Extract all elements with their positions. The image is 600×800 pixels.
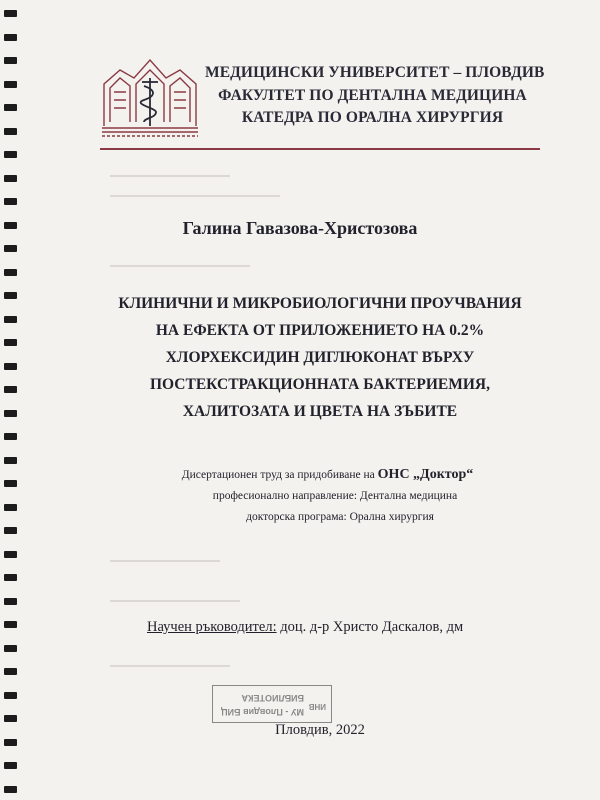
- binding-hole: [4, 574, 17, 581]
- university-header: [205, 62, 545, 130]
- binding-hole: [4, 786, 17, 793]
- binding-hole: [4, 621, 17, 628]
- binding-hole: [4, 292, 17, 299]
- binding-hole: [4, 175, 17, 182]
- title-line: ПОСТЕКСТРАКЦИОННАТА БАКТЕРИЕМИЯ,: [150, 376, 490, 393]
- university-logo: [100, 56, 200, 142]
- supervisor-name: доц. д-р Христо Даскалов, дм: [280, 619, 464, 635]
- binding-hole: [4, 762, 17, 769]
- binding-hole: [4, 598, 17, 605]
- place-and-year: Пловдив, 2022: [275, 722, 365, 738]
- doctoral-program: докторска програма: Орална хирургия: [246, 511, 434, 523]
- binding-hole: [4, 527, 17, 534]
- binding-hole: [4, 457, 17, 464]
- faculty-name: ФАКУЛТЕТ ПО ДЕНТАЛНА МЕДИЦИНА: [218, 86, 527, 104]
- degree-prefix: Дисертационен труд за придобиване на: [181, 469, 375, 481]
- title-line: ХЛОРХЕКСИДИН ДИГЛЮКОНАТ ВЪРХУ: [165, 349, 475, 366]
- binding-hole: [4, 410, 17, 417]
- supervisor-line: [147, 619, 463, 636]
- binding-hole: [4, 386, 17, 393]
- stamp-line: МУ - Пловдив БИЦ: [221, 707, 304, 717]
- binding-hole: [4, 668, 17, 675]
- binding-hole: [4, 245, 17, 252]
- header-divider: [100, 148, 540, 150]
- degree-line: [0, 464, 600, 486]
- binding-hole: [4, 645, 17, 652]
- binding-hole: [4, 551, 17, 558]
- binding-hole: [4, 34, 17, 41]
- degree-name: ОНС „Доктор“: [377, 467, 474, 482]
- university-name: МЕДИЦИНСКИ УНИВЕРСИТЕТ – ПЛОВДИВ: [205, 64, 545, 81]
- stamp-line: БИБЛИОТЕКА: [241, 693, 304, 703]
- binding-hole: [4, 81, 17, 88]
- binding-hole: [4, 151, 17, 158]
- binding-hole: [4, 339, 17, 346]
- title-line: КЛИНИЧНИ И МИКРОБИОЛОГИЧНИ ПРОУЧВАНИЯ: [118, 295, 522, 312]
- show-through-line: [110, 195, 280, 197]
- show-through-line: [110, 265, 250, 267]
- binding-hole: [4, 316, 17, 323]
- library-stamp: [212, 685, 332, 723]
- show-through-line: [110, 665, 230, 667]
- binding-hole: [4, 198, 17, 205]
- binding-hole: [4, 57, 17, 64]
- binding-hole: [4, 104, 17, 111]
- binding-hole: [4, 363, 17, 370]
- show-through-line: [110, 560, 220, 562]
- binding-hole: [4, 692, 17, 699]
- show-through-line: [110, 600, 240, 602]
- binding-hole: [4, 715, 17, 722]
- supervisor-label: Научен ръководител:: [147, 619, 277, 635]
- department-name: КАТЕДРА ПО ОРАЛНА ХИРУРГИЯ: [241, 109, 504, 126]
- show-through-line: [110, 175, 230, 177]
- binding-hole: [4, 739, 17, 746]
- binding-hole: [4, 10, 17, 17]
- stamp-side-label: ИНВ: [308, 702, 326, 711]
- binding-hole: [4, 269, 17, 276]
- binding-hole: [4, 433, 17, 440]
- spiral-binding: [0, 0, 26, 800]
- title-line: НА ЕФЕКТА ОТ ПРИЛОЖЕНИЕТО НА 0.2%: [155, 322, 485, 339]
- title-line: ХАЛИТОЗАТА И ЦВЕТА НА ЗЪБИТЕ: [182, 403, 458, 420]
- author-name: Галина Гавазова-Христозова: [182, 218, 418, 238]
- dissertation-info: [0, 464, 600, 528]
- dissertation-title: [60, 290, 580, 425]
- professional-field: професионално направление: Дентална медицина: [212, 490, 458, 502]
- binding-hole: [4, 128, 17, 135]
